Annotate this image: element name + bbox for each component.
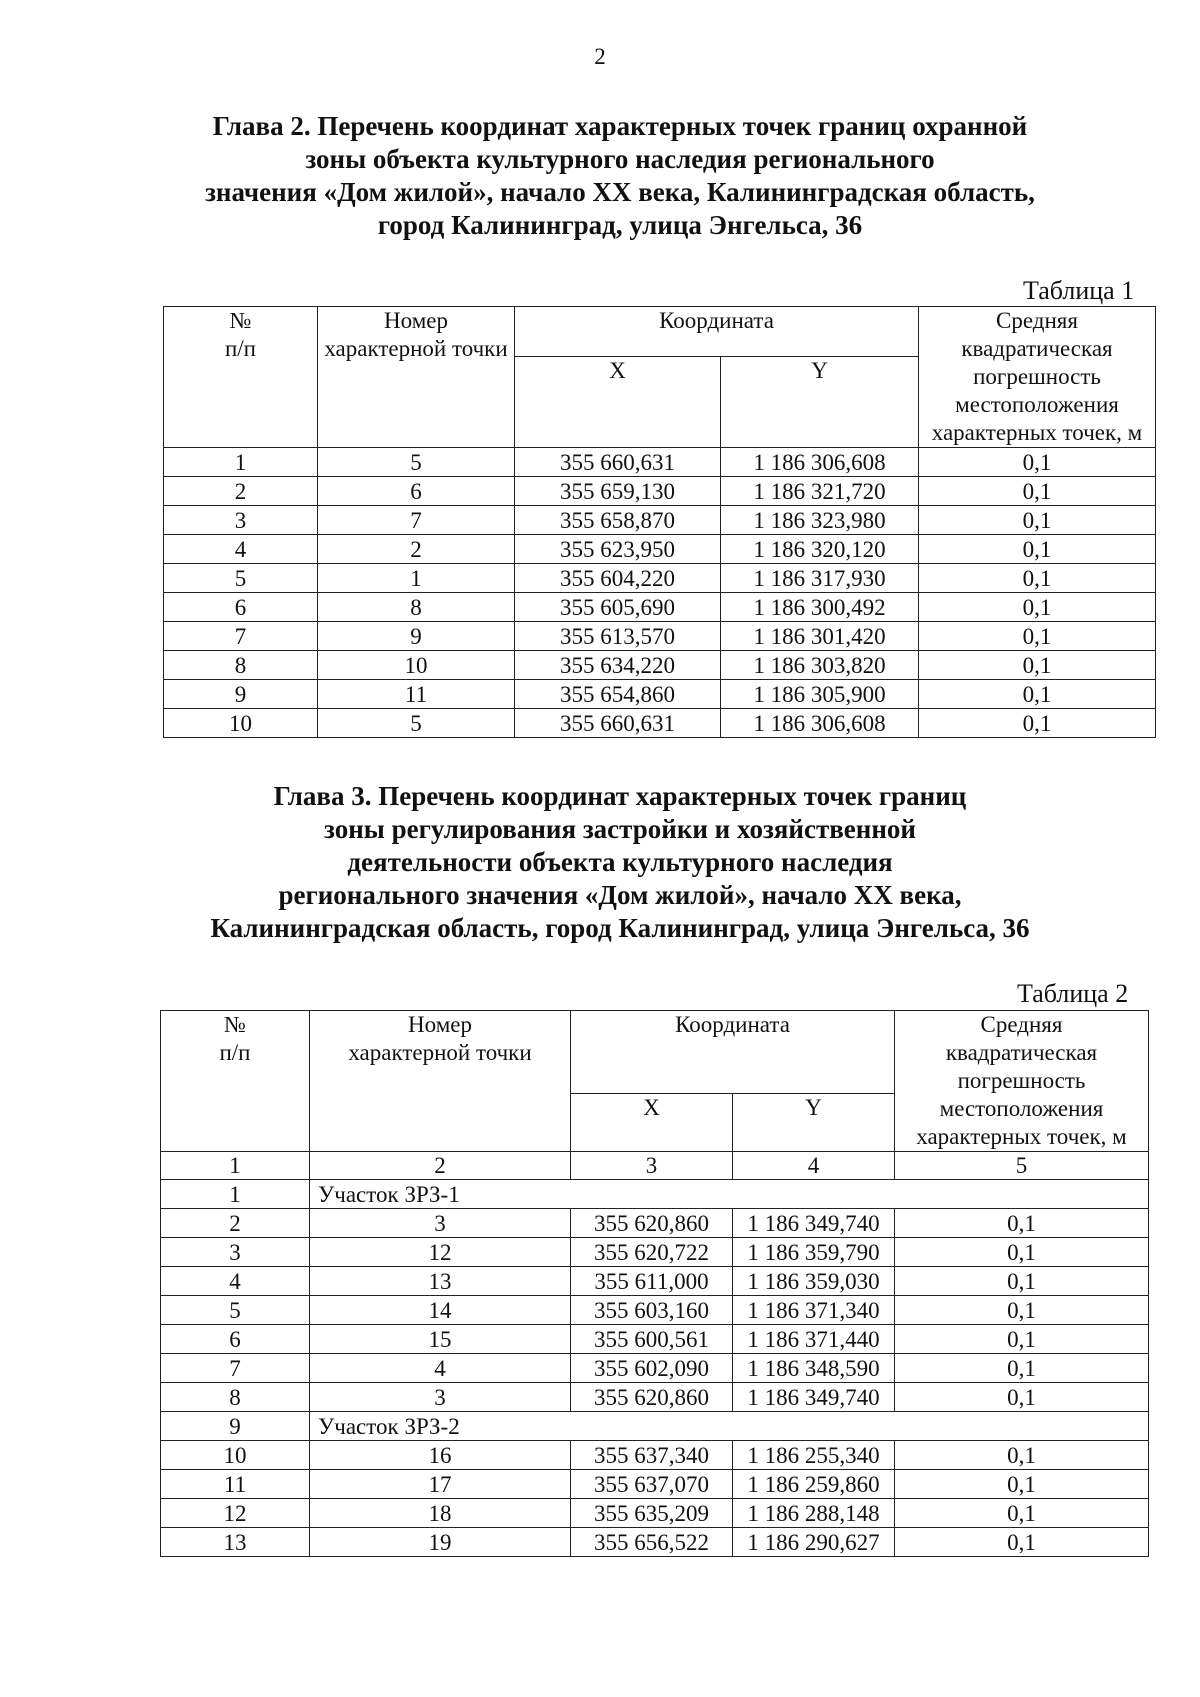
row-number-cell: 4 (164, 535, 318, 564)
header-num (164, 307, 318, 448)
column-number: 2 (310, 1152, 571, 1180)
point-number-cell: 2 (318, 535, 515, 564)
x-coordinate-cell: 355 660,631 (515, 448, 721, 477)
error-cell: 0,1 (919, 506, 1156, 535)
point-number-cell: 1 (318, 564, 515, 593)
x-coordinate-cell: 355 637,340 (571, 1441, 733, 1470)
table-2 (160, 1010, 1149, 1557)
x-coordinate-cell: 355 620,722 (571, 1238, 733, 1267)
point-number-cell: 16 (310, 1441, 571, 1470)
title-line: Глава 3. Перечень координат характерных точек границ (273, 781, 967, 811)
header-coordinate (571, 1011, 895, 1094)
title-line: город Калининград, улица Энгельса, 36 (377, 210, 863, 240)
table-1-caption: Таблица 1 (1023, 276, 1135, 305)
error-cell: 0,1 (919, 709, 1156, 738)
point-number-cell: 11 (318, 680, 515, 709)
error-cell: 0,1 (895, 1267, 1149, 1296)
point-number-cell: 14 (310, 1296, 571, 1325)
error-cell: 0,1 (919, 622, 1156, 651)
header-text: Y (811, 358, 828, 384)
section-label-cell: Участок ЗРЗ-1 (310, 1180, 1149, 1209)
error-cell: 0,1 (919, 680, 1156, 709)
point-number-cell: 4 (310, 1354, 571, 1383)
table-2-caption: Таблица 2 (1017, 979, 1129, 1008)
point-number-cell: 5 (318, 709, 515, 738)
y-coordinate-cell: 1 186 371,340 (733, 1296, 895, 1325)
header-text: характерной точки (324, 336, 508, 361)
title-line: регионального значения «Дом жилой», начало XX века, (278, 880, 962, 910)
table-row (164, 651, 1156, 680)
row-number-cell: 10 (161, 1441, 310, 1470)
section-row (161, 1180, 1149, 1209)
table-row (164, 709, 1156, 738)
header-text: Координата (659, 308, 774, 333)
x-coordinate-cell: 355 656,522 (571, 1528, 733, 1557)
table-row (164, 448, 1156, 477)
table-row (161, 1296, 1149, 1325)
y-coordinate-cell: 1 186 349,740 (733, 1383, 895, 1412)
error-cell: 0,1 (895, 1238, 1149, 1267)
y-coordinate-cell: 1 186 306,608 (721, 709, 919, 738)
title-line: зоны объекта культурного наследия регионального (305, 144, 935, 174)
title-line: деятельности объекта культурного наследия (347, 847, 893, 877)
point-number-cell: 13 (310, 1267, 571, 1296)
row-number-cell: 9 (164, 680, 318, 709)
table-row (161, 1209, 1149, 1238)
x-coordinate-cell: 355 620,860 (571, 1209, 733, 1238)
table-row (161, 1470, 1149, 1499)
error-cell: 0,1 (895, 1325, 1149, 1354)
x-coordinate-cell: 355 602,090 (571, 1354, 733, 1383)
x-coordinate-cell: 355 658,870 (515, 506, 721, 535)
row-number-cell: 12 (161, 1499, 310, 1528)
header-text: X (643, 1094, 660, 1120)
point-number-cell: 5 (318, 448, 515, 477)
error-cell: 0,1 (895, 1528, 1149, 1557)
header-text: X (609, 358, 626, 384)
header-text: Средняя (980, 1012, 1063, 1037)
title-line: Калининградская область, город Калининград, улица Энгельса, 36 (210, 913, 1030, 943)
table-row (164, 477, 1156, 506)
title-line: зоны регулирования застройки и хозяйственной (324, 814, 916, 844)
table-row (164, 622, 1156, 651)
header-error (919, 307, 1156, 448)
point-number-cell: 17 (310, 1470, 571, 1499)
error-cell: 0,1 (919, 564, 1156, 593)
y-coordinate-cell: 1 186 288,148 (733, 1499, 895, 1528)
point-number-cell: 3 (310, 1383, 571, 1412)
table-2-body (161, 1180, 1149, 1557)
x-coordinate-cell: 355 603,160 (571, 1296, 733, 1325)
header-text: погрешность (973, 364, 1101, 389)
row-number-cell: 11 (161, 1470, 310, 1499)
row-number-cell: 2 (161, 1209, 310, 1238)
table-row (161, 1238, 1149, 1267)
y-coordinate-cell: 1 186 306,608 (721, 448, 919, 477)
y-coordinate-cell: 1 186 317,930 (721, 564, 919, 593)
row-number-cell: 3 (161, 1238, 310, 1267)
header-y (721, 357, 919, 448)
y-coordinate-cell: 1 186 320,120 (721, 535, 919, 564)
row-number-cell: 4 (161, 1267, 310, 1296)
table-row (164, 564, 1156, 593)
header-text: № (229, 308, 252, 333)
table-row (161, 1499, 1149, 1528)
column-number: 5 (895, 1152, 1149, 1180)
x-coordinate-cell: 355 611,000 (571, 1267, 733, 1296)
point-number-cell: 18 (310, 1499, 571, 1528)
row-number-cell: 6 (164, 593, 318, 622)
point-number-cell: 7 (318, 506, 515, 535)
row-number-cell: 5 (164, 564, 318, 593)
header-point (318, 307, 515, 448)
y-coordinate-cell: 1 186 255,340 (733, 1441, 895, 1470)
table-row (164, 535, 1156, 564)
error-cell: 0,1 (895, 1499, 1149, 1528)
header-x (571, 1093, 733, 1151)
y-coordinate-cell: 1 186 259,860 (733, 1470, 895, 1499)
header-text: Средняя (996, 308, 1078, 333)
x-coordinate-cell: 355 634,220 (515, 651, 721, 680)
point-number-cell: 10 (318, 651, 515, 680)
header-text: Y (805, 1094, 822, 1120)
header-text: п/п (224, 336, 256, 361)
table-row (164, 680, 1156, 709)
header-num (161, 1011, 310, 1152)
x-coordinate-cell: 355 623,950 (515, 535, 721, 564)
table-row (161, 1267, 1149, 1296)
header-text: квадратическая (945, 1040, 1098, 1065)
error-cell: 0,1 (919, 477, 1156, 506)
point-number-cell: 6 (318, 477, 515, 506)
chapter-3-title (160, 780, 1080, 945)
x-coordinate-cell: 355 660,631 (515, 709, 721, 738)
header-text: Номер (384, 308, 448, 333)
row-number-cell: 2 (164, 477, 318, 506)
x-coordinate-cell: 355 659,130 (515, 477, 721, 506)
header-text: Номер (408, 1012, 472, 1037)
row-number-cell: 5 (161, 1296, 310, 1325)
error-cell: 0,1 (895, 1209, 1149, 1238)
point-number-cell: 15 (310, 1325, 571, 1354)
column-number: 4 (733, 1152, 895, 1180)
y-coordinate-cell: 1 186 301,420 (721, 622, 919, 651)
x-coordinate-cell: 355 613,570 (515, 622, 721, 651)
header-text: Координата (675, 1012, 790, 1037)
y-coordinate-cell: 1 186 321,720 (721, 477, 919, 506)
table-row (161, 1441, 1149, 1470)
header-text: п/п (219, 1040, 251, 1065)
row-number-cell: 7 (161, 1354, 310, 1383)
header-text: местоположения (939, 1096, 1104, 1121)
row-number-cell: 9 (161, 1412, 310, 1441)
point-number-cell: 19 (310, 1528, 571, 1557)
row-number-cell: 10 (164, 709, 318, 738)
x-coordinate-cell: 355 600,561 (571, 1325, 733, 1354)
table-row (164, 593, 1156, 622)
table-row (161, 1325, 1149, 1354)
y-coordinate-cell: 1 186 359,790 (733, 1238, 895, 1267)
x-coordinate-cell: 355 635,209 (571, 1499, 733, 1528)
title-line: Глава 2. Перечень координат характерных точек границ охранной (212, 111, 1028, 141)
column-number: 1 (161, 1152, 310, 1180)
section-row (161, 1412, 1149, 1441)
point-number-cell: 12 (310, 1238, 571, 1267)
table-row (161, 1354, 1149, 1383)
table-row (161, 1383, 1149, 1412)
header-x (515, 357, 721, 448)
error-cell: 0,1 (919, 651, 1156, 680)
column-number: 3 (571, 1152, 733, 1180)
error-cell: 0,1 (895, 1296, 1149, 1325)
table-1-body (164, 448, 1156, 738)
table-1 (163, 306, 1156, 738)
x-coordinate-cell: 355 620,860 (571, 1383, 733, 1412)
row-number-cell: 7 (164, 622, 318, 651)
y-coordinate-cell: 1 186 359,030 (733, 1267, 895, 1296)
y-coordinate-cell: 1 186 349,740 (733, 1209, 895, 1238)
row-number-cell: 8 (161, 1383, 310, 1412)
section-label-cell: Участок ЗРЗ-2 (310, 1412, 1149, 1441)
header-point (310, 1011, 571, 1152)
header-error (895, 1011, 1149, 1152)
x-coordinate-cell: 355 604,220 (515, 564, 721, 593)
error-cell: 0,1 (895, 1470, 1149, 1499)
row-number-cell: 8 (164, 651, 318, 680)
header-text: квадратическая (961, 336, 1113, 361)
error-cell: 0,1 (919, 448, 1156, 477)
page-number: 2 (594, 44, 606, 69)
error-cell: 0,1 (895, 1441, 1149, 1470)
error-cell: 0,1 (919, 535, 1156, 564)
row-number-cell: 1 (164, 448, 318, 477)
header-text: местоположения (955, 392, 1119, 417)
y-coordinate-cell: 1 186 300,492 (721, 593, 919, 622)
y-coordinate-cell: 1 186 290,627 (733, 1528, 895, 1557)
y-coordinate-cell: 1 186 303,820 (721, 651, 919, 680)
y-coordinate-cell: 1 186 323,980 (721, 506, 919, 535)
y-coordinate-cell: 1 186 348,590 (733, 1354, 895, 1383)
x-coordinate-cell: 355 654,860 (515, 680, 721, 709)
chapter-2-title (160, 110, 1080, 242)
header-text: характерной точки (348, 1040, 532, 1065)
row-number-cell: 1 (161, 1180, 310, 1209)
header-text: № (224, 1012, 246, 1037)
point-number-cell: 8 (318, 593, 515, 622)
x-coordinate-cell: 355 637,070 (571, 1470, 733, 1499)
y-coordinate-cell: 1 186 305,900 (721, 680, 919, 709)
table-row (161, 1528, 1149, 1557)
row-number-cell: 13 (161, 1528, 310, 1557)
header-text: характерных точек, м (916, 1124, 1127, 1149)
error-cell: 0,1 (919, 593, 1156, 622)
header-coordinate (515, 307, 919, 357)
row-number-cell: 6 (161, 1325, 310, 1354)
y-coordinate-cell: 1 186 371,440 (733, 1325, 895, 1354)
title-line: значения «Дом жилой», начало XX века, Калининградская область, (205, 177, 1035, 207)
header-text: погрешность (957, 1068, 1086, 1093)
table-row (164, 506, 1156, 535)
error-cell: 0,1 (895, 1354, 1149, 1383)
row-number-cell: 3 (164, 506, 318, 535)
header-text: характерных точек, м (931, 420, 1143, 445)
error-cell: 0,1 (895, 1383, 1149, 1412)
x-coordinate-cell: 355 605,690 (515, 593, 721, 622)
point-number-cell: 3 (310, 1209, 571, 1238)
header-y (733, 1093, 895, 1151)
point-number-cell: 9 (318, 622, 515, 651)
